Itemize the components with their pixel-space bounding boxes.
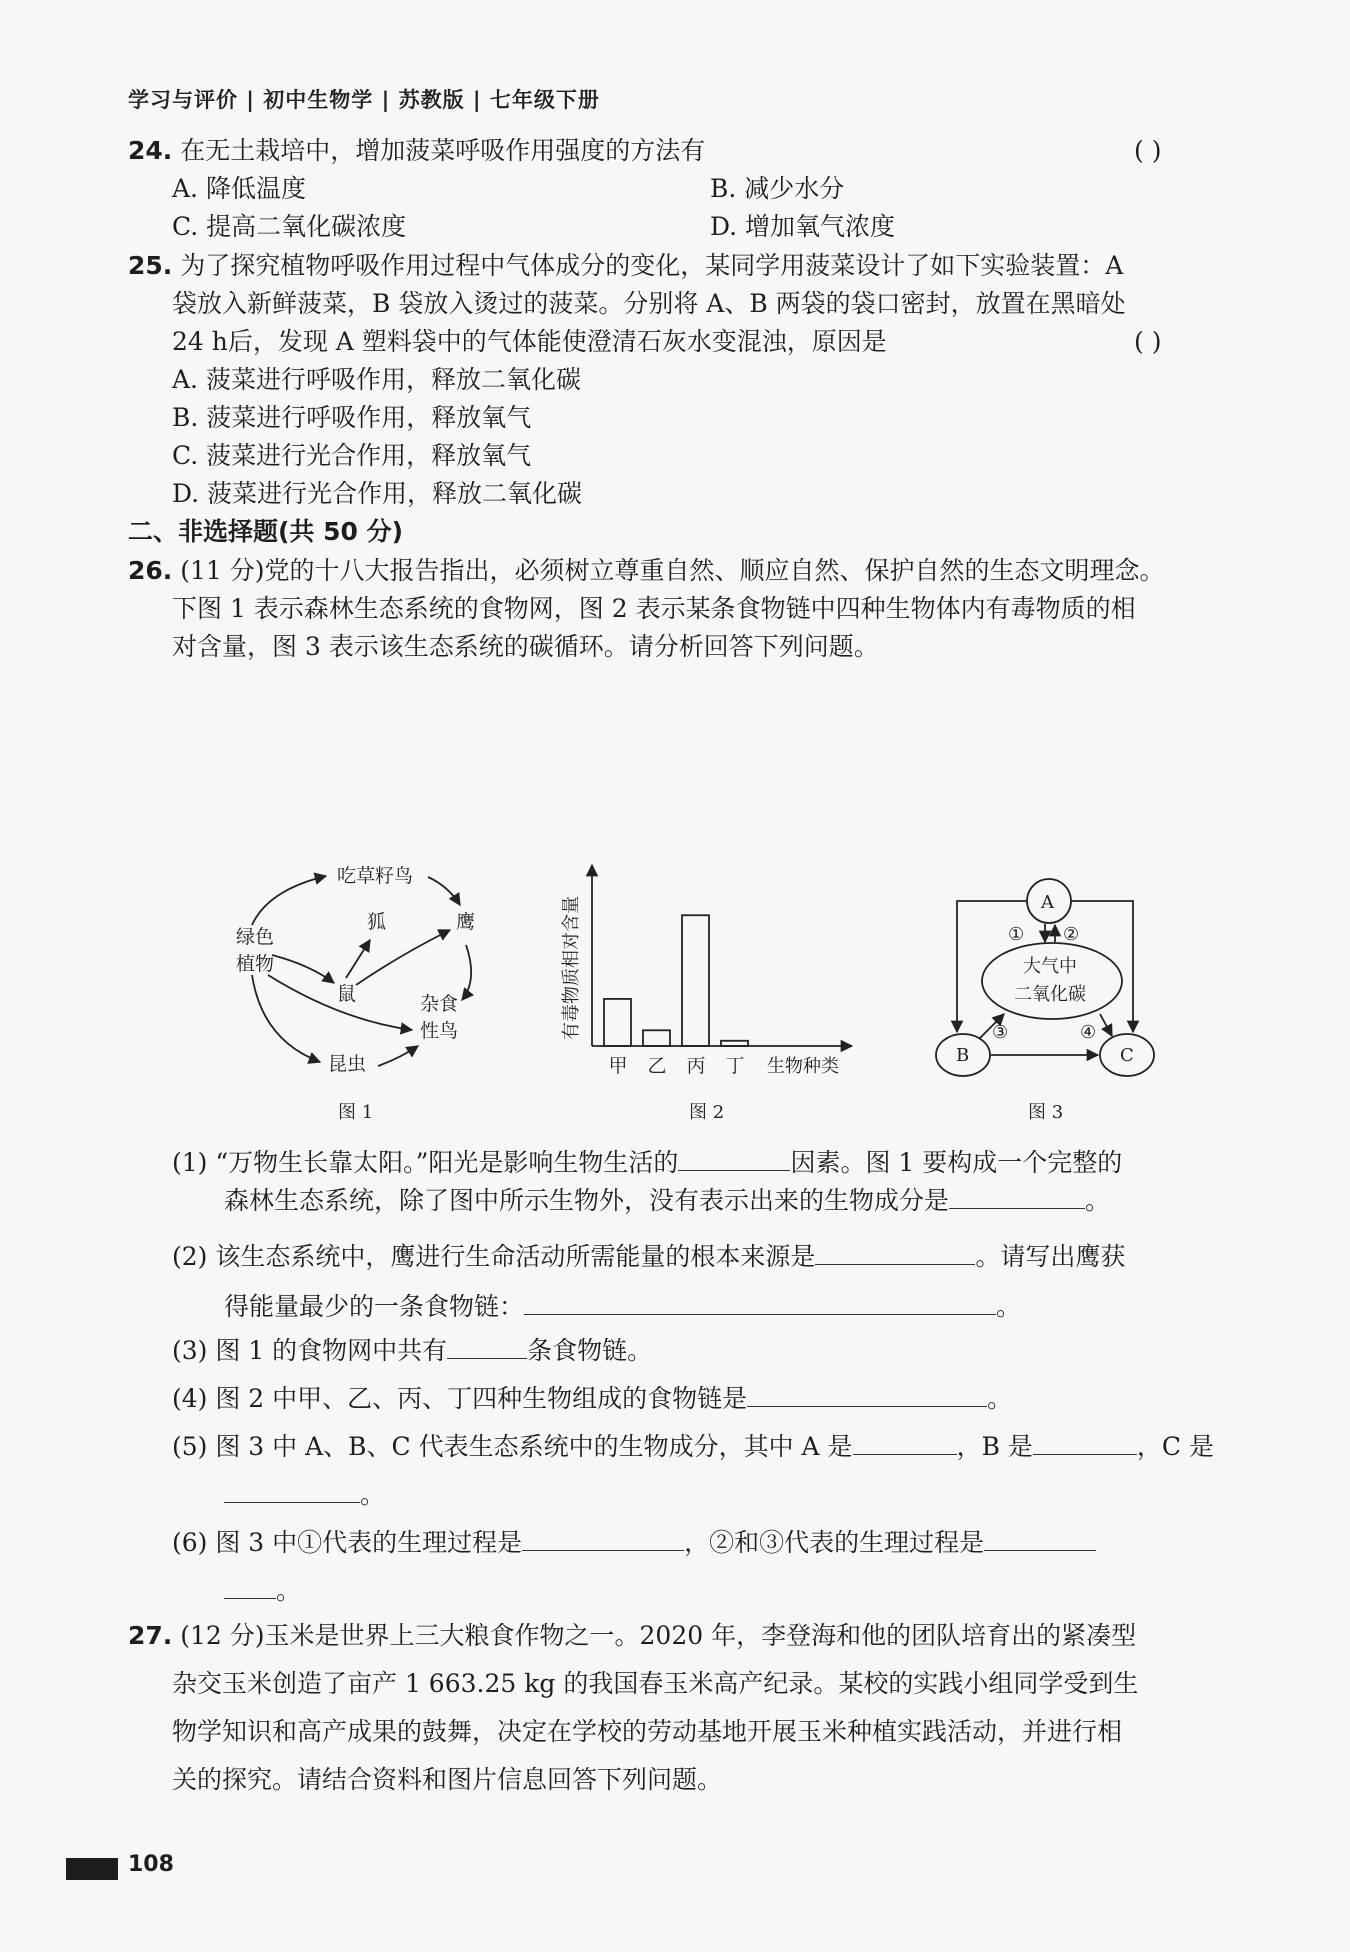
running-header: 学习与评价 | 初中生物学 | 苏教版 | 七年级下册 [128,88,600,112]
q26-sub2-text-c: 得能量最少的一条食物链： [224,1292,525,1321]
chart-category-labels [609,1055,745,1077]
q26-sub1-text-d: 。 [1085,1186,1111,1215]
answer-blank[interactable] [1033,1428,1137,1455]
figure-2-caption: 图 2 [689,1102,725,1123]
process-mark-2: ② [1063,924,1080,945]
answer-blank[interactable] [224,1476,360,1503]
page-number: 108 [128,1852,174,1877]
bar-4 [721,1041,748,1046]
q27-line-4: 关的探究。请结合资料和图片信息回答下列问题。 [172,1765,723,1794]
node-eagle: 鹰 [456,911,476,933]
section-title-nonchoice: 二、非选择题(共 50 分) [128,517,404,546]
category-label-2: 乙 [647,1055,667,1077]
q26-line-2: 下图 1 表示森林生态系统的食物网，图 2 表示某条食物链中四种生物体内有毒物质的相 [172,594,1136,623]
q26-sub4-text-b: 。 [987,1384,1013,1413]
q26-sub5-line1 [172,1428,1214,1465]
arrow-plant-to-mouse [272,955,334,983]
node-mouse: 鼠 [337,983,357,1005]
q26-sub1-text-a: (1) “万物生长靠太阳。”阳光是影响生物生活的 [172,1148,679,1177]
arrow-insect-to-omnivore [378,1046,418,1066]
node-insect: 昆虫 [328,1053,367,1075]
answer-blank[interactable] [678,1144,790,1171]
node-plant-line2: 植物 [236,953,275,975]
answer-blank[interactable] [522,1524,684,1551]
figure-1-food-web [236,865,475,1123]
q26-sub3-text-b: 条食物链。 [527,1336,653,1365]
q26-sub1-text-c: 森林生态系统，除了图中所示生物外，没有表示出来的生物成分是 [224,1186,950,1215]
q24-option-b: B. 减少水分 [710,174,845,203]
answer-blank[interactable] [815,1238,975,1265]
q26-sub1-line1 [172,1144,1122,1181]
q25-option-a: A. 菠菜进行呼吸作用，释放二氧化碳 [172,365,581,394]
q26-sub6-text-c: 。 [276,1576,302,1605]
q26-sub2-line2 [224,1288,1021,1325]
q26-sub6-text-b: ，②和③代表的生理过程是 [684,1528,985,1557]
category-label-3: 丙 [686,1055,706,1077]
q25-option-d: D. 菠菜进行光合作用，释放二氧化碳 [172,479,583,508]
q24-number: 24. [128,136,173,165]
q26-sub2-text-d: 。 [996,1292,1022,1321]
q26-sub5-line2 [224,1476,385,1513]
arrow-co2-to-c [1100,1014,1112,1036]
q24-option-c: C. 提高二氧化碳浓度 [172,212,407,241]
q26-sub5-text-b: ，B 是 [956,1432,1033,1461]
q27-line-3: 物学知识和高产成果的鼓舞，决定在学校的劳动基地开展玉米种植实践活动，并进行相 [172,1717,1123,1746]
q26-sub6-line1 [172,1524,1096,1561]
bar-3 [682,915,709,1046]
page-marker-bar [66,1858,118,1880]
figure-3-carbon-cycle [936,879,1154,1123]
node-plant-line1: 绿色 [236,926,275,948]
arrow-a-to-b [957,901,1027,1032]
q24-stem: 在无土栽培中，增加菠菜呼吸作用强度的方法有 [180,136,706,165]
node-seed-bird: 吃草籽鸟 [337,865,414,887]
chart-x-label: 生物种类 [767,1056,839,1077]
bar-1 [604,999,631,1046]
q26-sub1-line2 [224,1182,1110,1219]
answer-blank[interactable] [224,1572,276,1599]
figure-2-bar-chart [561,865,852,1123]
answer-blank[interactable] [853,1428,957,1455]
q26-sub2-line1 [172,1238,1125,1275]
q26-sub6-line2 [224,1572,301,1609]
node-c-label: C [1120,1045,1134,1066]
q26-text-1: (11 分)党的十八大报告指出，必须树立尊重自然、顺应自然、保护自然的生态文明理念。 [180,556,1165,585]
atmosphere-label-line1: 大气中 [1023,956,1077,977]
node-omnivore-line1: 杂食 [420,993,459,1015]
arrow-plant-to-seedbird [252,876,326,925]
process-mark-1: ① [1008,924,1025,945]
q26-sub6-text-a: (6) 图 3 中①代表的生理过程是 [172,1528,523,1557]
q26-sub1-text-b: 因素。图 1 要构成一个完整的 [790,1148,1123,1177]
category-label-4: 丁 [725,1055,745,1077]
node-fox: 狐 [367,911,387,933]
q27-line-2: 杂交玉米创造了亩产 1 663.25 kg 的我国春玉米高产纪录。某校的实践小组同学受到生 [172,1669,1139,1698]
arrow-plant-to-insect [252,975,320,1062]
chart-y-label: 有毒物质相对含量 [561,896,582,1040]
q26-sub4 [172,1380,1012,1417]
q27-line-1 [128,1618,1136,1654]
node-a-label: A [1041,892,1054,913]
bar-2 [643,1030,670,1046]
node-b-label: B [956,1045,970,1066]
category-label-1: 甲 [608,1055,628,1077]
q26-line-3: 对含量，图 3 表示该生态系统的碳循环。请分析回答下列问题。 [172,632,879,661]
q25-text-1: 为了探究植物呼吸作用过程中气体成分的变化，某同学用菠菜设计了如下实验装置：A [180,251,1124,280]
q24-option-d: D. 增加氧气浓度 [710,212,896,241]
answer-blank[interactable] [949,1182,1085,1209]
answer-blank[interactable] [747,1380,987,1407]
answer-blank[interactable] [984,1524,1096,1551]
carbon-cycle-arrows [957,901,1133,1055]
q24-answer-bracket: ( ) [1134,136,1162,165]
q27-text-1: (12 分)玉米是世界上三大粮食作物之一。2020 年，李登海和他的团队培育出的紧凑型 [180,1621,1137,1650]
figure-3-caption: 图 3 [1028,1102,1064,1123]
answer-blank[interactable] [447,1332,527,1359]
q25-option-b: B. 菠菜进行呼吸作用，释放氧气 [172,403,532,432]
process-mark-3: ③ [992,1022,1009,1043]
q27-number: 27. [128,1621,173,1650]
process-mark-4: ④ [1080,1022,1097,1043]
chart-bars [604,915,748,1046]
q26-sub4-text-a: (4) 图 2 中甲、乙、丙、丁四种生物组成的食物链是 [172,1384,748,1413]
q25-line-2: 袋放入新鲜菠菜，B 袋放入烫过的菠菜。分别将 A、B 两袋的袋口密封，放置在黑暗处 [172,289,1126,318]
arrow-mouse-to-fox [346,940,370,978]
answer-blank[interactable] [524,1288,996,1315]
q26-sub5-text-d: 。 [360,1480,386,1509]
q25-option-c: C. 菠菜进行光合作用，释放氧气 [172,441,532,470]
q25-number: 25. [128,251,173,280]
arrow-a-to-c [1071,901,1133,1032]
atmosphere-label-line2: 二氧化碳 [1014,984,1086,1005]
q26-sub2-text-a: (2) 该生态系统中，鹰进行生命活动所需能量的根本来源是 [172,1242,816,1271]
q24-option-a: A. 降低温度 [172,174,306,203]
q25-line-3: 24 h后，发现 A 塑料袋中的气体能使澄清石灰水变混浊，原因是 [172,327,887,356]
figure-1-caption: 图 1 [338,1102,374,1123]
q26-sub3-text-a: (3) 图 1 的食物网中共有 [172,1336,448,1365]
q25-answer-bracket: ( ) [1134,327,1162,356]
atmosphere-co2-ellipse [982,943,1122,1019]
q26-sub5-text-c: ，C 是 [1136,1432,1214,1461]
q26-sub2-text-b: 。请写出鹰获 [975,1242,1126,1271]
q26-sub5-text-a: (5) 图 3 中 A、B、C 代表生态系统中的生物成分，其中 A 是 [172,1432,853,1461]
node-omnivore-line2: 性鸟 [420,1020,459,1042]
q26-number: 26. [128,556,173,585]
arrow-omnivore-to-eagle [462,945,471,1000]
arrow-mouse-to-eagle [356,930,450,985]
arrow-seedbird-to-eagle [428,877,460,905]
q26-sub3 [172,1332,652,1369]
